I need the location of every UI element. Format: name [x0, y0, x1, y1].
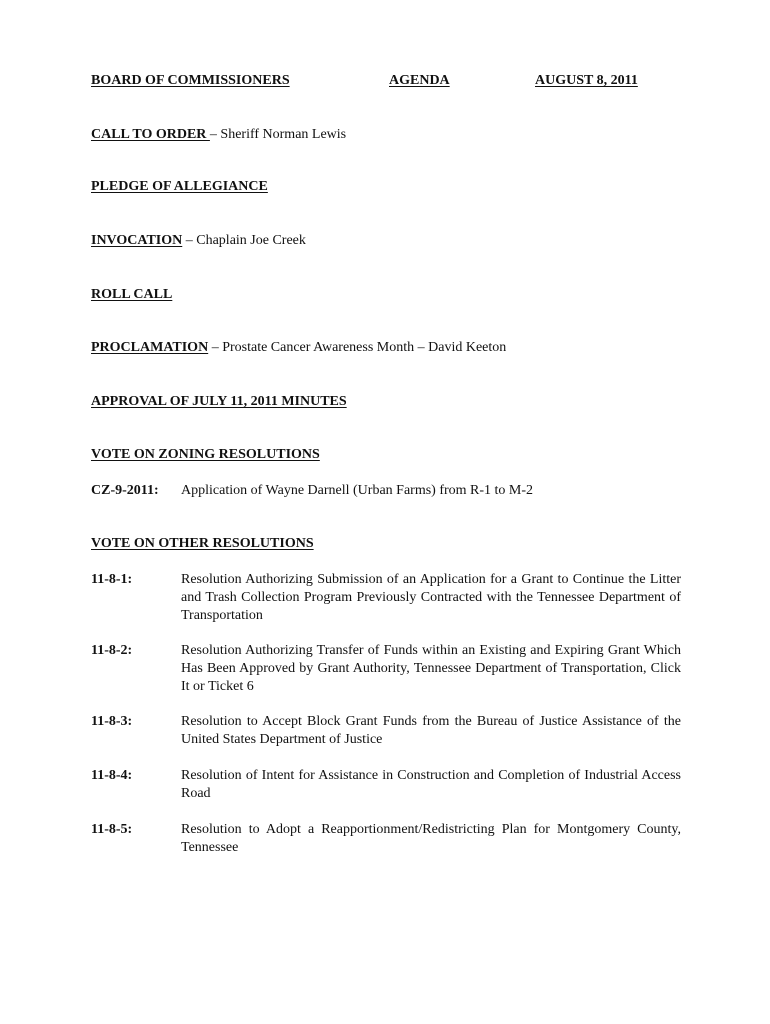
resolution-text: Resolution Authorizing Submission of an Application for a Grant to Continue the Litter and Trash Collection Program Previously Contracted with the Tennessee Department of Transportation [181, 572, 681, 623]
resolution-text: Resolution Authorizing Transfer of Funds within an Existing and Expiring Grant Which Has Been Approved by Grant Authority, Tennessee Department of Transportation, Click It or Ticket 6 [181, 643, 681, 694]
board-title: BOARD OF COMMISSIONERS [91, 73, 290, 88]
invocation-item [91, 232, 306, 250]
roll-call-heading: ROLL CALL [91, 287, 173, 302]
other-heading: VOTE ON OTHER RESOLUTIONS [91, 536, 314, 551]
pledge-heading: PLEDGE OF ALLEGIANCE [91, 179, 268, 194]
resolution-item [91, 821, 681, 857]
agenda-title: AGENDA [389, 73, 450, 88]
call-to-order-text: – Sheriff Norman Lewis [209, 127, 347, 142]
meeting-date: AUGUST 8, 2011 [535, 73, 638, 88]
resolution-number: 11-8-2: [91, 643, 133, 658]
resolution-number: 11-8-1: [91, 572, 133, 587]
resolution-item [91, 767, 681, 803]
resolution-number: CZ-9-2011: [91, 483, 159, 498]
resolution-text: Resolution of Intent for Assistance in Construction and Completion of Industrial Access Road [181, 768, 681, 801]
resolution-item [91, 642, 681, 696]
proclamation-label: PROCLAMATION [91, 340, 209, 355]
resolution-text: Resolution to Adopt a Reapportionment/Redistricting Plan for Montgomery County, Tennessee [181, 822, 681, 855]
approval-heading: APPROVAL OF JULY 11, 2011 MINUTES [91, 394, 347, 409]
resolution-number: 11-8-5: [91, 822, 133, 837]
invocation-label: INVOCATION [91, 233, 183, 248]
resolution-number: 11-8-3: [91, 714, 133, 729]
resolution-number: 11-8-4: [91, 768, 133, 783]
proclamation-text: – Prostate Cancer Awareness Month – David Keeton [208, 340, 507, 355]
resolution-text: Resolution to Accept Block Grant Funds from the Bureau of Justice Assistance of the United States Department of Justice [181, 714, 681, 747]
invocation-text: – Chaplain Joe Creek [182, 233, 306, 248]
zoning-heading: VOTE ON ZONING RESOLUTIONS [91, 447, 320, 462]
call-to-order-item [91, 126, 346, 144]
resolution-item [91, 571, 681, 625]
resolution-text: Application of Wayne Darnell (Urban Farms) from R-1 to M-2 [181, 483, 534, 498]
call-to-order-label: CALL TO ORDER [91, 127, 210, 142]
resolution-item [91, 713, 681, 749]
zoning-resolution-item [91, 482, 681, 500]
proclamation-item [91, 339, 506, 357]
